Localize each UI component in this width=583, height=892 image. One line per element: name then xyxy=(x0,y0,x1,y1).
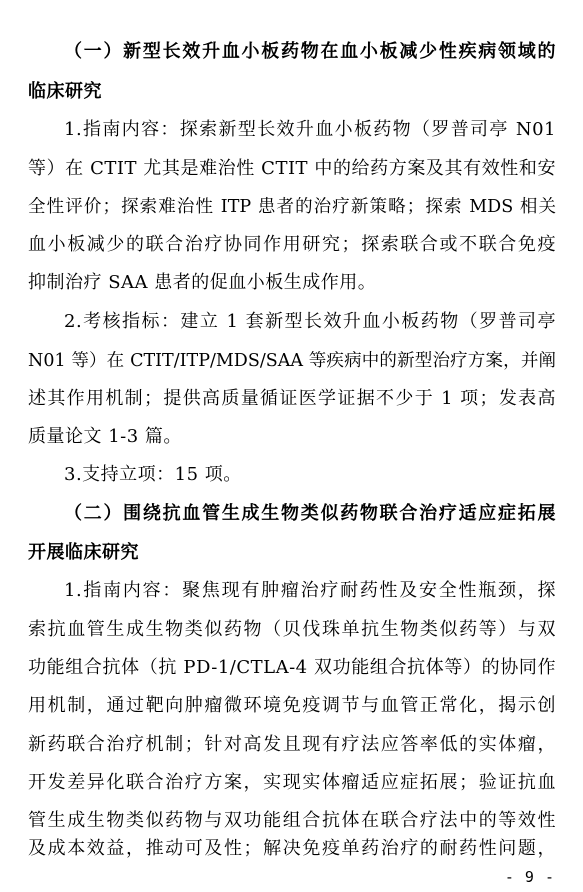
paragraph-line: 等）在 CTIT 尤其是难治性 CTIT 中的给药方案及其有效性和安 xyxy=(28,158,556,179)
paragraph-line: N01 等）在 CTIT/ITP/MDS/SAA 等疾病中的新型治疗方案，并阐 xyxy=(28,351,556,371)
paragraph-line: 管生成生物类似药物与双功能组合抗体在联合疗法中的等效性 xyxy=(28,810,556,831)
paragraph-line: 血小板减少的联合治疗协同作用研究；探索联合或不联合免疫 xyxy=(28,234,556,255)
paragraph-line: 全性评价；探索难治性 ITP 患者的治疗新策略；探索 MDS 相关 xyxy=(28,197,556,217)
paragraph-line: 1.指南内容：探索新型长效升血小板药物（罗普司亭 N01 xyxy=(64,119,556,140)
paragraph-line: 质量论文 1-3 篇。 xyxy=(28,426,182,447)
paragraph-line: 用机制，通过靶向肿瘤微环境免疫调节与血管正常化，揭示创 xyxy=(28,695,556,716)
paragraph-line: 3.支持立项：15 项。 xyxy=(64,464,242,485)
section-heading: 开展临床研究 xyxy=(28,542,139,563)
paragraph-line: 2.考核指标：建立 1 套新型长效升血小板药物（罗普司亭 xyxy=(64,311,556,332)
paragraph-line: 及成本效益，推动可及性；解决免疫单药治疗的耐药性问题， xyxy=(28,838,556,859)
paragraph-line: 功能组合抗体（抗 PD-1/CTLA-4 双功能组合抗体等）的协同作 xyxy=(28,657,556,678)
paragraph-line: 索抗血管生成生物类似药物（贝伐珠单抗生物类似药等）与双 xyxy=(28,619,556,640)
paragraph-line: 抑制治疗 SAA 患者的促血小板生成作用。 xyxy=(28,272,377,293)
paragraph-line: 新药联合治疗机制；针对高发且现有疗法应答率低的实体瘤， xyxy=(28,734,556,755)
paragraph-line: 述其作用机制；提供高质量循证医学证据不少于 1 项；发表高 xyxy=(28,388,556,409)
section-heading: （二）围绕抗血管生成生物类似药物联合治疗适应症拓展 xyxy=(64,503,556,524)
section-heading: （一）新型长效升血小板药物在血小板减少性疾病领域的 xyxy=(64,41,556,62)
section-heading: 临床研究 xyxy=(28,81,102,102)
paragraph-line: 开发差异化联合治疗方案，实现实体瘤适应症拓展；验证抗血 xyxy=(28,772,556,793)
paragraph-line: 1.指南内容：聚焦现有肿瘤治疗耐药性及安全性瓶颈，探 xyxy=(64,580,556,601)
page-number: - 9 - xyxy=(504,868,555,886)
